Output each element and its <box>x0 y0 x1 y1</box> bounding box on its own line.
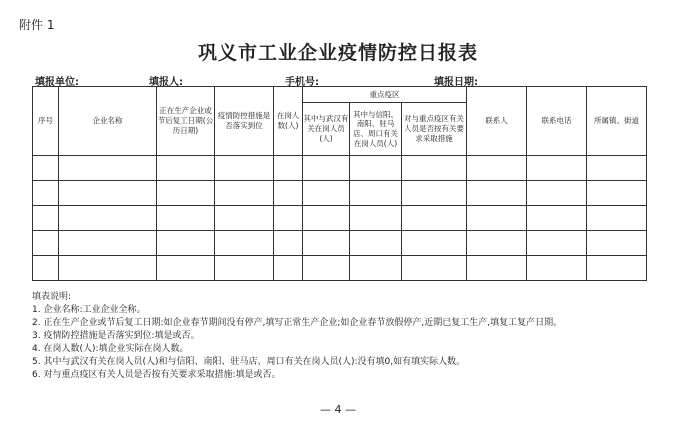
table-cell[interactable] <box>274 181 303 206</box>
table-cell[interactable] <box>350 231 402 256</box>
table-cell[interactable] <box>33 231 59 256</box>
table-cell[interactable] <box>303 231 350 256</box>
table-cell[interactable] <box>587 256 647 281</box>
table-cell[interactable] <box>274 156 303 181</box>
table-cell[interactable] <box>527 256 587 281</box>
table-row <box>33 256 647 281</box>
note-item: 2. 正在生产企业或节后复工日期:如企业春节期间没有停产,填写正常生产企业;如企业春节放假停产,近期已复工生产,填复工复产日期。 <box>32 318 563 328</box>
table-cell[interactable] <box>59 206 157 231</box>
table-cell[interactable] <box>303 156 350 181</box>
header-contact-person: 联系人 <box>467 87 527 156</box>
fill-phone-label: 手机号: <box>285 77 319 88</box>
header-other-city-staff: 其中与信阳、南阳、驻马店、周口有关在岗人员(人) <box>350 103 402 156</box>
table-row <box>33 181 647 206</box>
table-cell[interactable] <box>215 181 274 206</box>
header-contact-phone: 联系电话 <box>527 87 587 156</box>
table-cell[interactable] <box>59 181 157 206</box>
table-cell[interactable] <box>587 181 647 206</box>
table-cell[interactable] <box>587 206 647 231</box>
table-cell[interactable] <box>467 206 527 231</box>
table-cell[interactable] <box>350 156 402 181</box>
table-cell[interactable] <box>350 181 402 206</box>
note-item: 1. 企业名称:工业企业全称。 <box>32 305 146 315</box>
table-cell[interactable] <box>59 156 157 181</box>
table-cell[interactable] <box>274 231 303 256</box>
header-wuhan-staff: 其中与武汉有关在岗人员(人) <box>303 103 350 156</box>
report-table <box>32 86 647 281</box>
fill-info-row <box>0 73 676 87</box>
table-cell[interactable] <box>59 231 157 256</box>
header-company-name: 企业名称 <box>59 87 157 156</box>
notes-heading: 填表说明: <box>32 292 72 302</box>
table-cell[interactable] <box>402 256 467 281</box>
table-row <box>33 156 647 181</box>
header-onsite-count: 在岗人数(人) <box>274 87 303 156</box>
fill-person-label: 填报人: <box>149 77 183 88</box>
note-item: 5. 其中与武汉有关在岗人员(人)和与信阳、南阳、驻马店、周口有关在岗人员(人):没有填0,如有填实际人数。 <box>32 357 466 367</box>
table-cell[interactable] <box>402 156 467 181</box>
table-row <box>33 231 647 256</box>
header-key-epidemic-area: 重点疫区 <box>303 87 467 103</box>
table-cell[interactable] <box>215 156 274 181</box>
table-cell[interactable] <box>157 206 215 231</box>
header-measures-taken: 对与重点疫区有关人员是否按有关要求采取措施 <box>402 103 467 156</box>
table-cell[interactable] <box>303 256 350 281</box>
header-town-street: 所属镇、街道 <box>587 87 647 156</box>
table-cell[interactable] <box>303 181 350 206</box>
table-row <box>33 206 647 231</box>
table-cell[interactable] <box>157 231 215 256</box>
table-cell[interactable] <box>33 181 59 206</box>
header-seq: 序号 <box>33 87 59 156</box>
table-cell[interactable] <box>587 231 647 256</box>
table-cell[interactable] <box>527 206 587 231</box>
document-title: 巩义市工业企业疫情防控日报表 <box>197 42 478 64</box>
table-cell[interactable] <box>215 256 274 281</box>
note-item: 6. 对与重点疫区有关人员是否按有关要求采取措施:填是或否。 <box>32 370 281 380</box>
table-cell[interactable] <box>527 231 587 256</box>
table-cell[interactable] <box>215 231 274 256</box>
table-cell[interactable] <box>303 206 350 231</box>
table-cell[interactable] <box>33 206 59 231</box>
note-item: 4. 在岗人数(人):填企业实际在岗人数。 <box>32 344 189 354</box>
table-cell[interactable] <box>215 206 274 231</box>
table-cell[interactable] <box>467 181 527 206</box>
table-cell[interactable] <box>157 256 215 281</box>
table-cell[interactable] <box>467 231 527 256</box>
table-cell[interactable] <box>402 206 467 231</box>
table-cell[interactable] <box>350 256 402 281</box>
table-cell[interactable] <box>467 156 527 181</box>
fill-date-label: 填报日期: <box>434 77 478 88</box>
fill-unit-label: 填报单位: <box>35 77 79 88</box>
table-cell[interactable] <box>274 256 303 281</box>
page-number: — 4 — <box>320 403 356 416</box>
table-cell[interactable] <box>157 156 215 181</box>
table-cell[interactable] <box>527 156 587 181</box>
table-cell[interactable] <box>402 181 467 206</box>
table-cell[interactable] <box>157 181 215 206</box>
header-measures: 疫情防控措施是否落实到位 <box>215 87 274 156</box>
note-item: 3. 疫情防控措施是否落实到位:填是或否。 <box>32 331 200 341</box>
table-cell[interactable] <box>33 256 59 281</box>
table-cell[interactable] <box>274 206 303 231</box>
filling-instructions <box>32 291 662 382</box>
table-cell[interactable] <box>587 156 647 181</box>
table-cell[interactable] <box>527 181 587 206</box>
annex-label: 附件 1 <box>19 18 55 32</box>
table-cell[interactable] <box>59 256 157 281</box>
table-cell[interactable] <box>33 156 59 181</box>
table-cell[interactable] <box>402 231 467 256</box>
table-cell[interactable] <box>467 256 527 281</box>
table-cell[interactable] <box>350 206 402 231</box>
header-resume-date: 正在生产企业或节后复工日期(公历日期) <box>157 87 215 156</box>
